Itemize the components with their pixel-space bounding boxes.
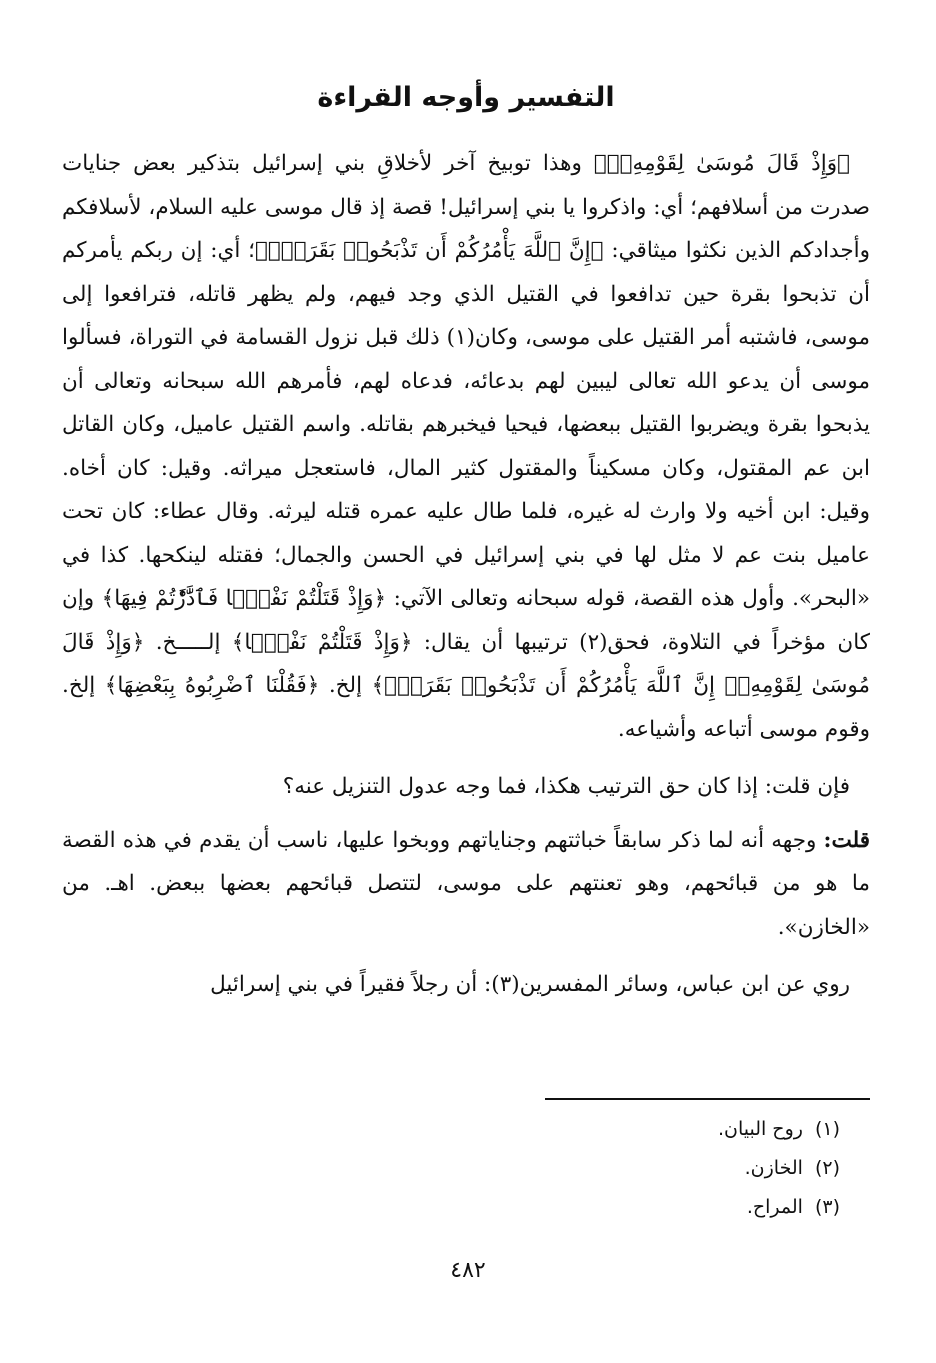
paragraph-question: فإن قلت: إذا كان حق الترتيب هكذا، فما وجه عدول التنزيل عنه؟ [282, 774, 850, 799]
page-title: التفسير وأوجه القراءة [317, 82, 615, 113]
footnote-number: (١) [814, 1118, 840, 1140]
footnote-2 [440, 1149, 840, 1188]
footnote-1 [440, 1110, 840, 1149]
footnote-3 [440, 1188, 840, 1227]
page-body [62, 78, 870, 1007]
page-number: ٤٨٢ [450, 1258, 486, 1283]
paragraph-answer [62, 819, 870, 950]
paragraph-last: روي عن ابن عباس، وسائر المفسرين(٣): أن رجلاً فقيراً في بني إسرائيل [210, 972, 850, 997]
answer-text: وجهه أنه لما ذكر سابقاً خباثتهم وجناياتهم ووبخوا عليها، ناسب أن يقدم في هذه القصة ما هو من قبائحهم، وهو تعنتهم على موسى، لتتصل قبائحهم بعضها ببعض. اهـ. من «الخازن». [62, 827, 870, 940]
footnotes [440, 1110, 840, 1227]
footnote-text: الخازن. [744, 1157, 803, 1179]
paragraph-main: ﴿وَإِذْ قَالَ مُوسَىٰ لِقَوْمِهِۦٓ﴾ وهذا توبيخ آخر لأخلاقِ بني إسرائيل بتذكير بعض جنايات صدرت من أسلافهم؛ أي: واذكروا يا بني إسرائيل! قصة إذ قال موسى عليه السلام، لأسلافكم وأجدادكم الذين نكثوا ميثاقي: ﴿إِنَّ ٱللَّهَ يَأْمُرُكُمْ أَن تَذْبَحُوا۟ بَقَرَةًۭ﴾؛ أي: إن ربكم يأمركم أن تذبحوا بقرة حين تدافعوا في القتيل الذي وجد فيهم، ولم يظهر قاتله، فترافعوا إلى موسى، فاشتبه أمر القتيل على موسى، وكان(١) ذلك قبل نزول القسامة في التوراة، فسألوا موسى أن يدعو الله تعالى ليبين لهم بدعائه، فدعاه لهم، فأمرهم الله سبحانه وتعالى أن يذبحوا بقرة ويضربوا القتيل ببعضها، فيحيا فيخبرهم بقاتله. واسم القتيل عاميل، وكان القاتل ابن عم المقتول، وكان مسكيناً والمقتول كثير المال، فاستعجل ميراثه. وقيل: كان أخاه. وقيل: ابن أخيه ولا وارث له غيره، فلما طال عليه عمره قتله ليرثه. وقال عطاء: كان تحت عاميل بنت عم لا مثل لها في بني إسرائيل في الحسن والجمال؛ فقتله لينكحها. كذا في «البحر». وأول هذه القصة، قوله سبحانه وتعالى الآتي: ﴿وَإِذْ قَتَلْتُمْ نَفْسًۭا فَٱدَّٰرَْٰٔتُمْ فِيهَا﴾ وإن كان مؤخراً في التلاوة، فحق(٢) ترتيبها أن يقال: ﴿وَإِذْ قَتَلْتُمْ نَفْسًۭا﴾ إلـــــخ. ﴿وَإِذْ قَالَ مُوسَىٰ لِقَوْمِهِۦٓ إِنَّ ٱللَّهَ يَأْمُرُكُمْ أَن تَذْبَحُوا۟ بَقَرَةًۭ﴾ إلخ. ﴿فَقُلْنَا ٱضْرِبُوهُ بِبَعْضِهَا﴾ إلخ. وقوم موسى أتباعه وأشياعه. [62, 151, 870, 742]
footnote-number: (٢) [814, 1157, 840, 1179]
footnote-divider [545, 1098, 870, 1100]
footnote-text: المراح. [746, 1196, 803, 1218]
answer-lead: قلت: [823, 827, 870, 853]
main-text [62, 142, 870, 1007]
footnote-number: (٣) [814, 1196, 840, 1218]
footnote-text: روح البيان. [717, 1118, 803, 1140]
